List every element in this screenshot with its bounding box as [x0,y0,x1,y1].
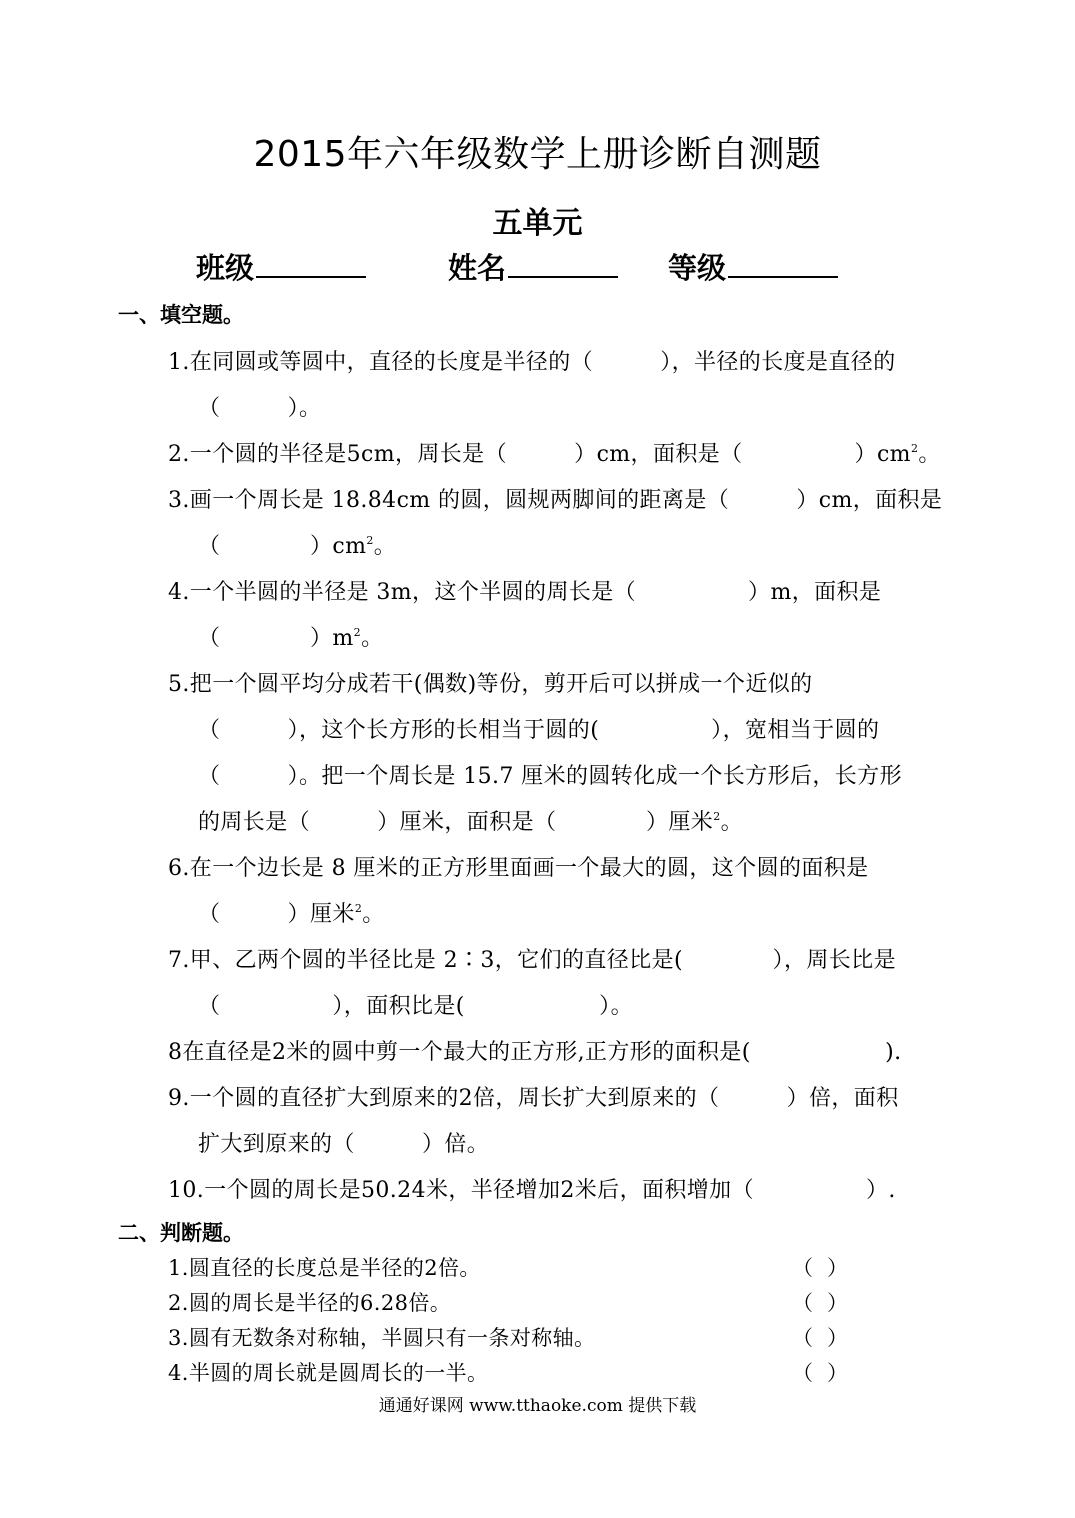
question-1-line-1: 1.在同圆或等圆中，直径的长度是半径的（ ），半径的长度是直径的 [168,350,896,375]
superscript-2: 2 [910,442,919,455]
question-9-line-2: 扩大到原来的（ ）倍。 [198,1132,490,1157]
section2-heading: 二、判断题。 [118,1220,244,1245]
superscript-2: 2 [353,626,362,639]
question-9-line-1: 9.一个圆的直径扩大到原来的2倍，周长扩大到原来的（ ）倍，面积 [168,1086,899,1111]
judge-answer-1[interactable]: （） [792,1256,862,1280]
question-4-line-1: 4.一个半圆的半径是 3m，这个半圆的周长是（ ）m，面积是 [168,580,882,605]
class-field [196,246,366,287]
question-3-line-1: 3.画一个周长是 18.84cm 的圆，圆规两脚间的距离是（ ）cm，面积是 [168,488,943,513]
judge-item-3: 3.圆有无数条对称轴，半圆只有一条对称轴。 [168,1326,596,1350]
name-field [448,246,618,287]
judge-answer-3[interactable]: （） [792,1326,862,1350]
page-title: 2015年六年级数学上册诊断自测题 [253,134,822,175]
question-2-tail: 。 [918,442,941,467]
name-blank[interactable] [508,272,618,278]
footer-source: 通通好课网 www.tthaoke.com 提供下载 [378,1396,697,1416]
question-2-text: 2.一个圆的半径是5cm，周长是（ ）cm，面积是（ ）cm [168,442,911,467]
grade-field [668,246,838,287]
name-label: 姓名 [448,251,507,285]
grade-label: 等级 [668,251,727,285]
question-5-tail: 。 [720,810,744,835]
question-3-line-2 [198,529,396,560]
unit-heading: 五单元 [492,206,583,241]
judge-item-1: 1.圆直径的长度总是半径的2倍。 [168,1256,481,1280]
question-6-line-1: 6.在一个边长是 8 厘米的正方形里面画一个最大的圆，这个圆的面积是 [168,856,869,881]
question-8-line-1: 8在直径是2米的圆中剪一个最大的正方形,正方形的面积是( ). [168,1040,902,1065]
question-3-tail: 。 [373,534,397,559]
judge-item-4: 4.半圆的周长就是圆周长的一半。 [168,1361,489,1385]
question-6-tail: 。 [362,902,385,927]
question-7-line-2: （ ），面积比是( ）。 [198,994,633,1019]
question-7-line-1: 7.甲、乙两个圆的半径比是 2∶3，它们的直径比是( ），周长比是 [168,948,896,973]
question-10-line-1: 10.一个圆的周长是50.24米，半径增加2米后，面积增加（ ）. [168,1178,896,1203]
superscript-2: 2 [713,810,721,823]
class-blank[interactable] [256,272,366,278]
class-label: 班级 [196,251,255,285]
question-5-line-3: （ ）。把一个周长是 15.7 厘米的圆转化成一个长方形后，长方形 [198,764,902,789]
question-4-text: （ ）m [198,626,354,651]
question-5-line-2: （ ），这个长方形的长相当于圆的( ），宽相当于圆的 [198,718,880,743]
judge-answer-4[interactable]: （） [792,1361,862,1385]
question-4-tail: 。 [361,626,384,651]
judge-item-2: 2.圆的周长是半径的6.28倍。 [168,1291,452,1315]
grade-blank[interactable] [728,272,838,278]
superscript-2: 2 [366,534,374,547]
question-1-line-2: （ ）。 [198,396,322,421]
question-3-text: （ ）cm [198,534,367,559]
question-5-line-1: 5.把一个圆平均分成若干(偶数)等份，剪开后可以拼成一个近似的 [168,672,813,697]
question-6-line-2 [198,897,385,928]
superscript-2: 2 [354,902,363,915]
question-4-line-2 [198,621,383,652]
question-2-line-1 [168,437,941,468]
question-5-text: 的周长是（ ）厘米，面积是（ ）厘米 [198,810,714,835]
question-6-text: （ ）厘米 [198,902,355,927]
question-5-line-4 [198,805,743,836]
judge-answer-2[interactable]: （） [792,1291,862,1315]
section1-heading: 一、填空题。 [118,302,244,327]
